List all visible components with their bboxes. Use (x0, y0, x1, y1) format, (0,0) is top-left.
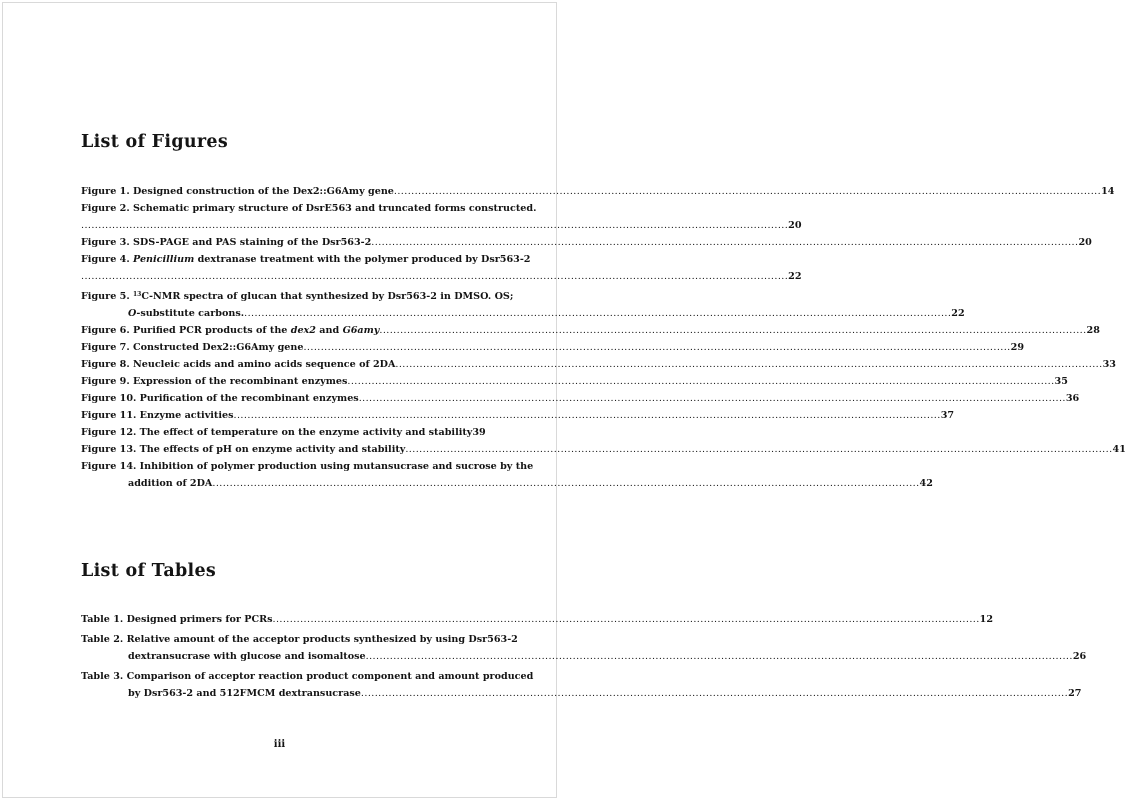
list-of-figures-heading: List of Figures (81, 132, 229, 152)
page-ref: 29 (1010, 342, 1024, 353)
page-ref: 41 (1112, 444, 1126, 455)
figure-entry: Figure 10. Purification of the recombinant enzymes ............................................................................................................................................................................................................. 36 (81, 390, 475, 407)
page-number: iii (273, 739, 286, 750)
page-ref: 27 (1068, 688, 1082, 699)
figure-entry: Figure 9. Expression of the recombinant enzymes ............................................................................................................................................................................................................. 35 (81, 373, 475, 390)
page-ref: 12 (979, 614, 994, 625)
page-ref: 20 (1078, 237, 1092, 248)
list-of-tables-heading: List of Tables (81, 561, 217, 581)
figure-entry: Figure 1. Designed construction of the Dex2::G6Amy gene ............................................................................................................................................................................................................. 14 (81, 183, 475, 200)
figure-entry: Figure 5. $^{13}$C-NMR spectra of glucan that synthesized by Dsr563-2 in DMSO. OS; O-substitute carbons. ............................................................................................................................................................................................................. 22 (81, 288, 475, 322)
page-ref: 28 (1086, 325, 1100, 336)
figures-list (81, 183, 1126, 492)
page-ref: 22 (788, 271, 802, 282)
figure-entry: Figure 8. Neucleic acids and amino acids sequence of 2DA ............................................................................................................................................................................................................. 33 (81, 356, 475, 373)
table-entry: Table 1. Designed primers for PCRs ............................................................................................................................................................................................................. 12 (81, 611, 475, 628)
figure-entry: Figure 4. Penicillium dextranase treatment with the polymer produced by Dsr563-2 ............................................................................................................................................................................................................. 22 (81, 251, 475, 285)
figure-entry: Figure 11. Enzyme activities ............................................................................................................................................................................................................. 37 (81, 407, 475, 424)
page-ref: 22 (951, 308, 965, 319)
figure-entry: Figure 13. The effects of pH on enzyme activity and stability ............................................................................................................................................................................................................. 41 (81, 441, 475, 458)
figure-entry: Figure 2. Schematic primary structure of DsrE563 and truncated forms constructed. ............................................................................................................................................................................................................. 20 (81, 200, 475, 234)
page-ref: 37 (940, 410, 955, 421)
figure-entry: Figure 3. SDS-PAGE and PAS staining of the Dsr563-2 ............................................................................................................................................................................................................. 20 (81, 234, 475, 251)
page-ref: 35 (1054, 376, 1068, 387)
page-ref: 14 (1101, 186, 1115, 197)
table-entry: Table 2. Relative amount of the acceptor products synthesized by using Dsr563-2 dextransucrase with glucose and isomaltose ............................................................................................................................................................................................................. 26 (81, 631, 475, 665)
figure-entry: Figure 12. The effect of temperature on the enzyme activity and stability 39 (81, 424, 475, 441)
figure-entry: Figure 14. Inhibition of polymer production using mutansucrase and sucrose by the addition of 2DA ............................................................................................................................................................................................................. 42 (81, 458, 475, 492)
page-ref: 26 (1072, 651, 1087, 662)
page-ref: 42 (919, 478, 933, 489)
page-ref: 20 (788, 220, 802, 231)
page-ref: 36 (1065, 393, 1080, 404)
tables-list (81, 611, 1087, 702)
figure-entry: Figure 7. Constructed Dex2::G6Amy gene ............................................................................................................................................................................................................. 29 (81, 339, 475, 356)
page-ref: 39 (472, 427, 486, 438)
table-entry: Table 3. Comparison of acceptor reaction product component and amount produced by Dsr563-2 and 512FMCM dextransucrase ............................................................................................................................................................................................................. 27 (81, 668, 475, 702)
figure-entry: Figure 6. Purified PCR products of the dex2 and G6amy ............................................................................................................................................................................................................. 28 (81, 322, 475, 339)
page-ref: 33 (1102, 359, 1116, 370)
